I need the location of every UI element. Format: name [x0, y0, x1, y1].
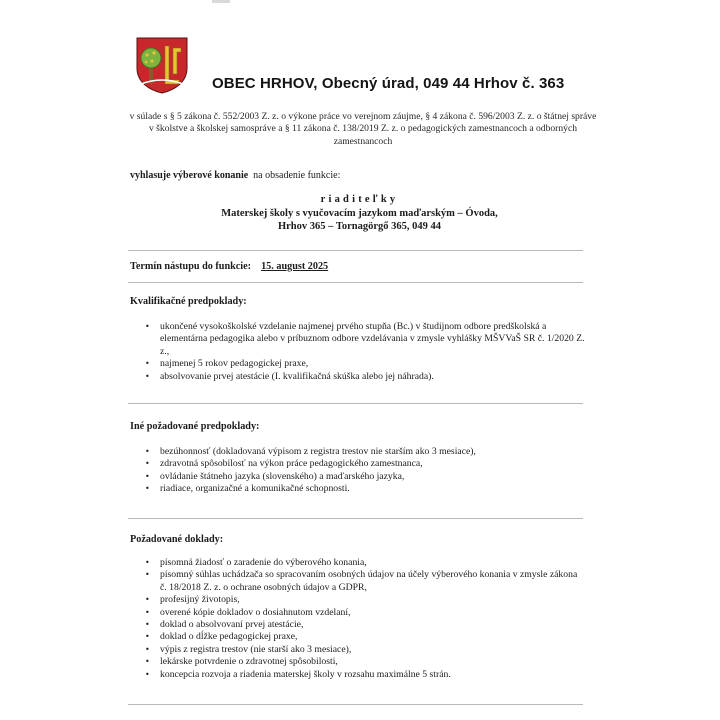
- list-item: • ovládanie štátneho jazyka (slovenského) a maďarského jazyka,: [145, 471, 585, 483]
- list-item: • bezúhonnosť (dokladovaná výpisom z registra trestov nie starším ako 3 mesiace),: [145, 446, 585, 458]
- hrhov-coat-of-arms-icon: [135, 36, 189, 94]
- other-requirements-list: [145, 446, 585, 496]
- list-item: • písomná žiadosť o zaradenie do výberového konania,: [145, 557, 585, 569]
- list-item: • zdravotná spôsobilosť na výkon práce pedagogického zamestnanca,: [145, 458, 585, 470]
- list-item: • koncepcia rozvoja a riadenia materskej školy v rozsahu maximálne 5 strán.: [145, 669, 585, 681]
- divider: [128, 250, 583, 251]
- position-name: riaditeľky: [320, 194, 399, 205]
- scan-artifact: [212, 0, 230, 3]
- announcement-lead: vyhlasuje výberové konanie: [130, 170, 249, 181]
- divider: [128, 518, 583, 519]
- documents-list: [145, 557, 585, 681]
- start-date-value: 15. august 2025: [261, 261, 329, 272]
- list-item: • písomný súhlas uchádzača so spracovaním osobných údajov na účely výberového konania v zmysle zákona č. 18/2018 Z. z. o ochrane osobných údajov a GDPR,: [145, 569, 585, 594]
- qualification-list: [145, 321, 585, 383]
- documents-heading: Požadované doklady:: [130, 534, 224, 545]
- announcement-rest: na obsadenie funkcie:: [253, 170, 341, 181]
- school-name: Materskej školy s vyučovacím jazykom maďarským – Óvoda,: [221, 207, 498, 219]
- list-item: • absolvovanie prvej atestácie (I. kvalifikačná skúška alebo jej náhrada).: [145, 371, 585, 383]
- list-item: • lekárske potvrdenie o zdravotnej spôsobilosti,: [145, 656, 585, 668]
- school-address: Hrhov 365 – Tornagörgő 365, 049 44: [277, 221, 442, 233]
- divider: [128, 704, 583, 705]
- legal-basis: v súlade s § 5 zákona č. 552/2003 Z. z. o výkone práce vo verejnom záujme, § 4 zákona č. 596/2003 Z. z. o štátnej správe v školstve a školskej samospráve a § 11 zákona č. 138/2019 Z. z. o pedagogických zamestnancoch a odborných zamestnancoch: [129, 111, 597, 147]
- list-item: • riadiace, organizačné a komunikačné schopnosti.: [145, 483, 585, 495]
- list-item: • doklad o absolvovaní prvej atestácie,: [145, 619, 585, 631]
- list-item: • doklad o dĺžke pedagogickej praxe,: [145, 631, 585, 643]
- list-item: • overené kópie dokladov o dosiahnutom vzdelaní,: [145, 607, 585, 619]
- announcement-line: [130, 170, 340, 181]
- list-item: • výpis z registra trestov (nie starší ako 3 mesiace),: [145, 644, 585, 656]
- divider: [128, 403, 583, 404]
- position-block: [212, 193, 507, 234]
- divider: [128, 282, 583, 283]
- list-item: • profesijný životopis,: [145, 594, 585, 606]
- office-title: OBEC HRHOV, Obecný úrad, 049 44 Hrhov č. 363: [212, 75, 565, 92]
- other-requirements-heading: Iné požadované predpoklady:: [130, 421, 260, 432]
- qualification-heading: Kvalifikačné predpoklady:: [130, 296, 247, 307]
- start-date-label: Termín nástupu do funkcie:: [130, 261, 252, 272]
- start-date-line: [130, 261, 328, 272]
- list-item: • ukončené vysokoškolské vzdelanie najmenej prvého stupňa (Bc.) v študijnom odbore predškolská a elementárna pedagogika alebo v príbuznom odbore vzdelávania v zmysle vyhlášky MŠVVaŠ SR č. 1/2020 Z. z.,: [145, 321, 585, 358]
- list-item: • najmenej 5 rokov pedagogickej praxe,: [145, 358, 585, 370]
